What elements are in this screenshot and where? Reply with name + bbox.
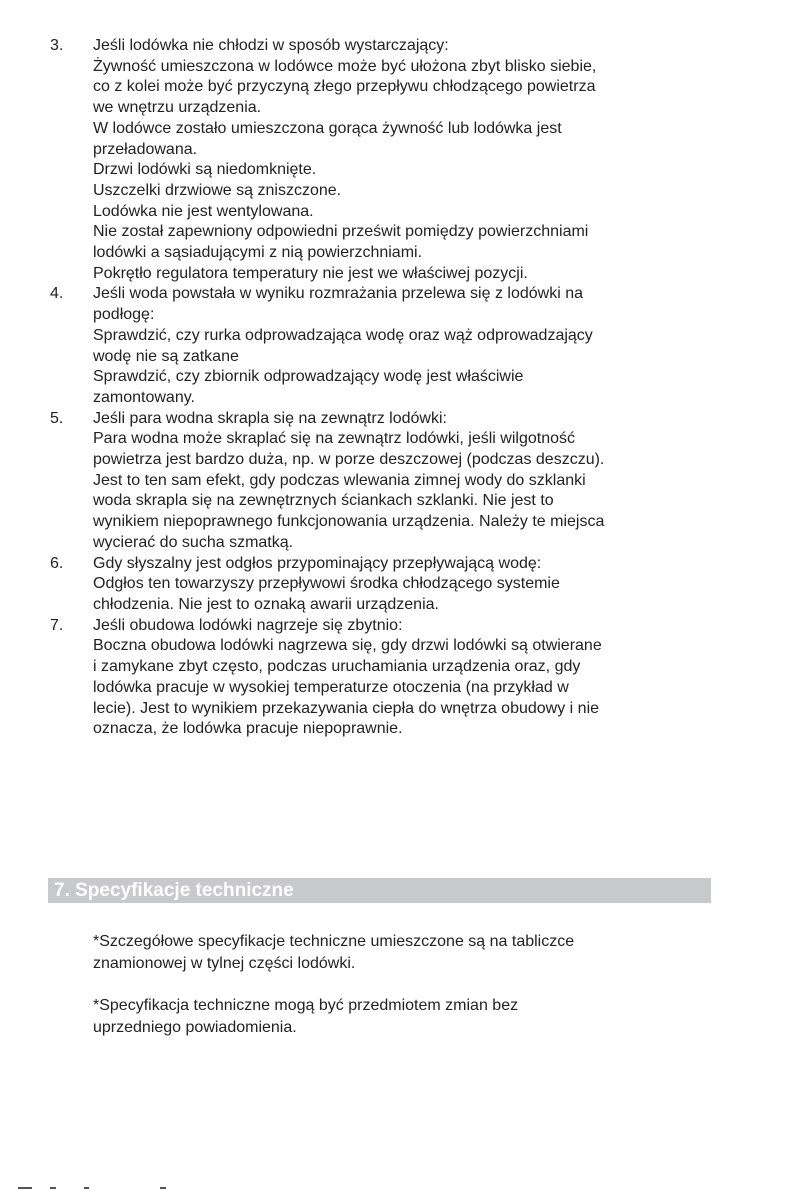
item-text	[93, 284, 765, 408]
text-line: we wnętrzu urządzenia.	[93, 99, 262, 117]
list-item	[50, 616, 765, 740]
text-line: lodówka pracuje w wysokiej temperaturze otoczenia (na przykład w	[93, 678, 569, 696]
text-line: powietrza jest bardzo duża, np. w porze deszczowej (podczas deszczu).	[93, 451, 605, 469]
text-line: co z kolei może być przyczyną złego przepływu chłodzącego powietrza	[93, 78, 596, 96]
text-line: przeładowana.	[93, 140, 198, 158]
text-line: znamionowej w tylnej części lodówki.	[93, 955, 356, 972]
text-line: Pokrętło regulatora temperatury nie jest we właściwej pozycji.	[93, 264, 528, 282]
text-line: i zamykane zbyt często, podczas uruchamiania urządzenia oraz, gdy	[93, 658, 581, 676]
text-line: Jest to ten sam efekt, gdy podczas wlewania zimnej wody do szklanki	[93, 471, 586, 489]
text-line: Odgłos ten towarzyszy przepływowi środka chłodzącego systemie	[93, 575, 560, 593]
text-line: Jeśli lodówka nie chłodzi w sposób wystarczający:	[93, 37, 449, 54]
text-line: Gdy słyszalny jest odgłos przypominający przepływającą wodę:	[93, 554, 542, 572]
list-item	[50, 409, 765, 554]
text-line: lecie). Jest to wynikiem przekazywania ciepła do wnętrza obudowy i nie	[93, 699, 600, 717]
note-paragraph	[93, 995, 733, 1039]
text-line: woda skrapla się na zewnętrznych ściankach szklanki. Nie jest to	[93, 492, 554, 510]
text-line: *Specyfikacja techniczne mogą być przedmiotem zmian bez	[93, 997, 519, 1014]
crop-mark	[50, 1187, 56, 1189]
page-bottom-marks	[0, 1185, 795, 1191]
text-line: chłodzenia. Nie jest to oznaką awarii urządzenia.	[93, 595, 439, 613]
item-number: 7.	[50, 616, 64, 634]
item-text	[93, 554, 765, 616]
item-text	[93, 616, 765, 740]
item-number: 3.	[50, 37, 64, 54]
item-number: 4.	[50, 285, 64, 303]
list-item	[50, 284, 765, 408]
text-line: zamontowany.	[93, 388, 195, 406]
note-paragraph	[93, 931, 733, 975]
list-item	[50, 36, 765, 284]
text-line: Jeśli obudowa lodówki nagrzeje się zbytnio:	[93, 616, 403, 634]
text-line: *Szczegółowe specyfikacje techniczne umieszczone są na tabliczce	[93, 933, 575, 950]
text-line: Sprawdzić, czy rurka odprowadzająca wodę oraz wąż odprowadzający	[93, 326, 593, 344]
text-line: Para wodna może skraplać się na zewnątrz lodówki, jeśli wilgotność	[93, 430, 575, 448]
text-line: Uszczelki drzwiowe są zniszczone.	[93, 181, 342, 199]
text-line: oznacza, że lodówka pracuje niepoprawnie.	[93, 720, 403, 738]
list-item	[50, 554, 765, 616]
section-title: 7. Specyfikacje techniczne	[54, 880, 294, 901]
text-line: Lodówka nie jest wentylowana.	[93, 202, 314, 220]
text-line: Drzwi lodówki są niedomknięte.	[93, 161, 317, 179]
crop-mark	[160, 1187, 166, 1189]
crop-mark	[84, 1187, 89, 1189]
item-text	[93, 409, 765, 554]
text-line: Sprawdzić, czy zbiornik odprowadzający wodę jest właściwie	[93, 368, 524, 386]
item-text	[93, 36, 765, 284]
text-line: wycierać do sucha szmatką.	[93, 533, 294, 551]
text-line: Nie został zapewniony odpowiedni prześwit pomiędzy powierzchniami	[93, 223, 589, 241]
item-number: 5.	[50, 409, 64, 427]
text-line: uprzedniego powiadomienia.	[93, 1019, 297, 1036]
text-line: Jeśli para wodna skrapla się na zewnątrz lodówki:	[93, 409, 447, 427]
text-line: lodówki a sąsiadującymi z nią powierzchniami.	[93, 244, 423, 262]
text-line: W lodówce zostało umieszczona gorąca żywność lub lodówka jest	[93, 119, 562, 137]
notes-block	[93, 931, 733, 1059]
crop-mark	[18, 1187, 32, 1189]
text-line: podłogę:	[93, 306, 155, 324]
text-line: wynikiem niepoprawnego funkcjonowania urządzenia. Należy te miejsca	[93, 513, 605, 531]
troubleshooting-list	[50, 36, 765, 740]
section-header	[48, 878, 711, 903]
item-number: 6.	[50, 554, 64, 572]
text-line: Boczna obudowa lodówki nagrzewa się, gdy drzwi lodówki są otwierane	[93, 637, 602, 655]
text-line: Jeśli woda powstała w wyniku rozmrażania przelewa się z lodówki na	[93, 285, 583, 303]
text-line: Żywność umieszczona w lodówce może być ułożona zbyt blisko siebie,	[93, 57, 597, 75]
text-line: wodę nie są zatkane	[93, 347, 239, 365]
